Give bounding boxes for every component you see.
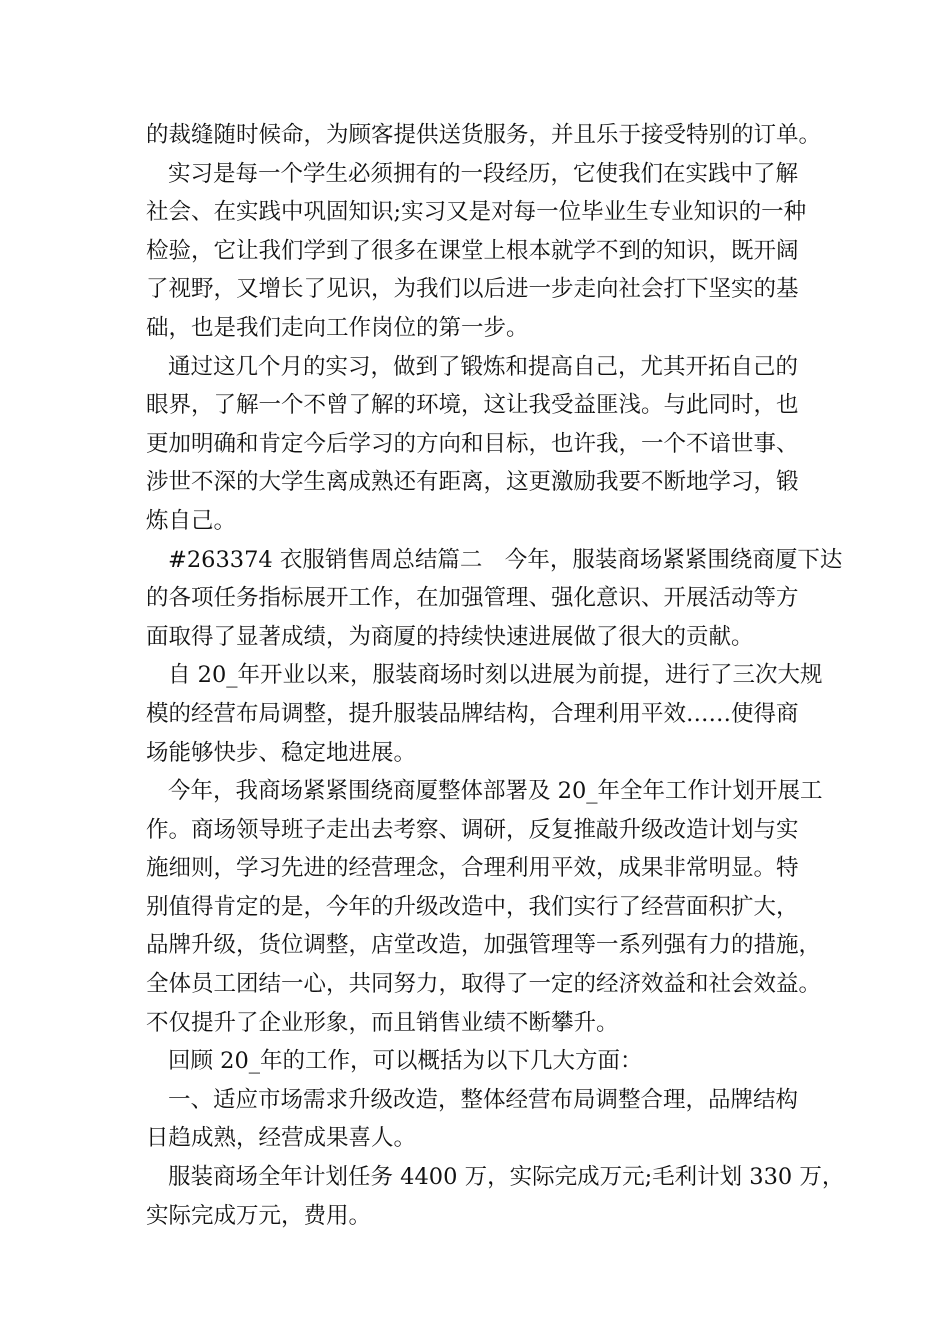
text-line: 检验，它让我们学到了很多在课堂上根本就学不到的知识，既开阔: [146, 237, 799, 264]
text-line: 面取得了显著成绩，为商厦的持续快速进展做了很大的贡献。: [146, 623, 754, 650]
text-line: 更加明确和肯定今后学习的方向和目标，也许我，一个不谙世事、: [146, 430, 799, 457]
text-line: 的裁缝随时候命，为顾客提供送货服务，并且乐于接受特别的订单。: [146, 122, 822, 148]
text-line: 作。商场领导班子走出去考察、调研，反复推敲升级改造计划与实: [146, 816, 799, 843]
text-line: 场能够快步、稳定地进展。: [146, 739, 417, 766]
text-line: 不仅提升了企业形象，而且销售业绩不断攀升。: [146, 1009, 619, 1036]
text-line: 回顾 20_年的工作，可以概括为以下几大方面：: [168, 1048, 643, 1075]
text-line: 实习是每一个学生必须拥有的一段经历，它使我们在实践中了解: [168, 160, 799, 187]
text-line: 炼自己。: [146, 507, 237, 534]
text-line: 自 20_年开业以来，服装商场时刻以进展为前提，进行了三次大规: [168, 662, 823, 689]
text-line: 社会、在实践中巩固知识;实习又是对每一位毕业生专业知识的一种: [146, 199, 807, 226]
text-line: 服装商场全年计划任务 4400 万，实际完成万元;毛利计划 330 万，: [168, 1164, 845, 1191]
text-line: 通过这几个月的实习，做到了锻炼和提高自己，尤其开拓自己的: [168, 353, 799, 380]
text-line: 涉世不深的大学生离成熟还有距离，这更激励我要不断地学习，锻: [146, 469, 799, 496]
text-line: 今年，我商场紧紧围绕商厦整体部署及 20_年全年工作计划开展工: [168, 778, 823, 805]
text-line: 实际完成万元，费用。: [146, 1202, 372, 1229]
document-body: [146, 116, 845, 1235]
text-line: 别值得肯定的是，今年的升级改造中，我们实行了经营面积扩大，: [146, 893, 799, 920]
text-line: 的各项任务指标展开工作，在加强管理、强化意识、开展活动等方: [146, 585, 799, 612]
text-line: 品牌升级，货位调整，店堂改造，加强管理等一系列强有力的措施，: [146, 932, 822, 959]
text-line: 一、适应市场需求升级改造，整体经营布局调整合理，品牌结构: [168, 1086, 799, 1113]
text-line: 全体员工团结一心，共同努力，取得了一定的经济效益和社会效益。: [146, 971, 822, 998]
text-line: 日趋成熟，经营成果喜人。: [146, 1125, 417, 1152]
text-line: 础，也是我们走向工作岗位的第一步。: [146, 314, 529, 341]
text-line: 了视野，又增长了见识，为我们以后进一步走向社会打下坚实的基: [146, 276, 799, 303]
text-line: 模的经营布局调整，提升服装品牌结构，合理利用平效……使得商: [146, 700, 799, 727]
text-line: #263374 衣服销售周总结篇二 今年，服装商场紧紧围绕商厦下达: [168, 546, 843, 573]
text-line: 施细则，学习先进的经营理念，合理利用平效，成果非常明显。特: [146, 855, 799, 882]
text-line: 眼界，了解一个不曾了解的环境，这让我受益匪浅。与此同时，也: [146, 392, 799, 419]
